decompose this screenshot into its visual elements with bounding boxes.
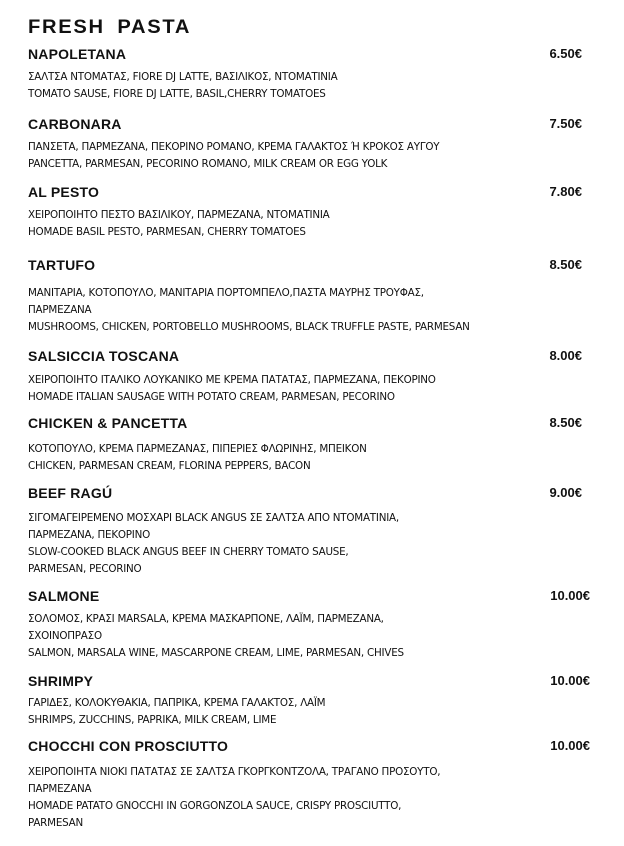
description-line: ΣΙΓΟΜΑΓΕΙΡΕΜΕΝΟ ΜΟΣΧΑΡΙ BLACK ANGUS ΣΕ ΣΑΛΤΣΑ ΑΠΟ ΝΤΟΜΑΤΙΝΙΑ, — [28, 511, 399, 524]
item-description — [28, 138, 517, 172]
description-line: SALMON, MARSALA WINE, MASCARPONE CREAM, LIME, PARMESAN, CHIVES — [28, 646, 404, 659]
item-name: SALMONE — [28, 588, 100, 604]
description-line: ΠΑΝΣΕΤΑ, ΠΑΡΜΕΖΑΝΑ, ΠΕΚΟΡΙΝΟ ΡΟΜΑΝΟ, ΚΡΕΜΑ ΓΑΛΑΚΤΟΣ Ή ΚΡΟΚΟΣ ΑΥΓΟΥ — [28, 140, 440, 153]
description-line: PARMESAN, PECORINO — [28, 562, 142, 575]
item-price: 10.00€ — [550, 588, 590, 603]
item-description — [28, 68, 517, 102]
item-price: 8.00€ — [549, 348, 582, 363]
item-name: CHOCCHI CON PROSCIUTTO — [28, 738, 229, 754]
description-line: PARMESAN — [28, 816, 83, 829]
item-description — [28, 284, 517, 335]
description-line: ΓΑΡΙΔΕΣ, ΚΟΛΟΚΥΘΑΚΙΑ, ΠΑΠΡΙΚΑ, ΚΡΕΜΑ ΓΑΛΑΚΤΟΣ, ΛΑΪΜ — [28, 696, 326, 709]
description-line: ΠΑΡΜΕΖΑΝΑ — [28, 782, 92, 795]
description-line: ΣΟΛΟΜΟΣ, ΚΡΑΣΙ MARSALA, ΚΡΕΜΑ ΜΑΣΚΑΡΠΟΝΕ, ΛΑΪΜ, ΠΑΡΜΕΖΑΝΑ, — [28, 612, 384, 625]
item-description — [28, 610, 517, 661]
item-description — [28, 763, 517, 831]
description-line: MUSHROOMS, CHICKEN, PORTOBELLO MUSHROOMS, BLACK TRUFFLE PASTE, PARMESAN — [28, 320, 470, 333]
item-description — [28, 371, 517, 405]
item-description — [28, 206, 517, 240]
item-price: 10.00€ — [550, 673, 590, 688]
item-price: 6.50€ — [549, 46, 582, 61]
description-line: HOMADE BASIL PESTO, PARMESAN, CHERRY TOMATOES — [28, 225, 306, 238]
item-price: 8.50€ — [549, 257, 582, 272]
description-line: PANCETTA, PARMESAN, PECORINO ROMANO, MILK CREAM OR EGG YOLK — [28, 157, 388, 170]
description-line: ΣΧΟΙΝΟΠΡΑΣΟ — [28, 629, 102, 642]
description-line: HOMADE ITALIAN SAUSAGE WITH POTATO CREAM, PARMESAN, PECORINO — [28, 390, 395, 403]
item-price: 7.50€ — [549, 116, 582, 131]
description-line: SLOW-COOKED BLACK ANGUS BEEF IN CHERRY TOMATO SAUSE, — [28, 545, 349, 558]
item-description — [28, 694, 517, 728]
description-line: CHICKEN, PARMESAN CREAM, FLORINA PEPPERS, BACON — [28, 459, 311, 472]
item-price: 10.00€ — [550, 738, 590, 753]
description-line: ΣΑΛΤΣΑ ΝΤΟΜΑΤΑΣ, FIORE DJ LATTE, ΒΑΣΙΛΙΚΟΣ, ΝΤΟΜΑΤΙΝΙΑ — [28, 70, 338, 83]
item-description — [28, 440, 517, 474]
description-line: ΧΕΙΡΟΠΟΙΗΤΟ ΙΤΑΛΙΚΟ ΛΟΥΚΑΝΙΚΟ ΜΕ ΚΡΕΜΑ ΠΑΤΑΤΑΣ, ΠΑΡΜΕΖΑΝΑ, ΠΕΚΟΡΙΝΟ — [28, 373, 436, 386]
item-price: 7.80€ — [549, 184, 582, 199]
description-line: TOMATO SAUSE, FIORE DJ LATTE, BASIL,CHERRY TOMATOES — [28, 87, 326, 100]
item-name: SALSICCIA TOSCANA — [28, 348, 180, 364]
description-line: ΚΟΤΟΠΟΥΛΟ, ΚΡΕΜΑ ΠΑΡΜΕΖΑΝΑΣ, ΠΙΠΕΡΙΕΣ ΦΛΩΡΙΝΗΣ, ΜΠΕΙΚΟΝ — [28, 442, 367, 455]
item-name: SHRIMPY — [28, 673, 94, 689]
item-name: AL PESTO — [28, 184, 100, 200]
item-name: CARBONARA — [28, 116, 122, 132]
description-line: SHRIMPS, ZUCCHINS, PAPRIKA, MILK CREAM, LIME — [28, 713, 277, 726]
item-name: TARTUFO — [28, 257, 96, 273]
description-line: ΠΑΡΜΕΖΑΝΑ, ΠΕΚΟΡΙΝΟ — [28, 528, 151, 541]
menu-title: FRESH PASTA — [28, 17, 192, 38]
item-price: 9.00€ — [549, 485, 582, 500]
item-name: CHICKEN & PANCETTA — [28, 415, 188, 431]
description-line: ΠΑΡΜΕΖΑΝΑ — [28, 303, 92, 316]
description-line: HOMADE PATATO GNOCCHI IN GORGONZOLA SAUCE, CRISPY PROSCIUTTO, — [28, 799, 402, 812]
item-name: BEEF RAGÚ — [28, 485, 113, 501]
description-line: ΧΕΙΡΟΠΟΙΗΤΑ ΝΙΟΚΙ ΠΑΤΑΤΑΣ ΣΕ ΣΑΛΤΣΑ ΓΚΟΡΓΚΟΝΤΖΟΛΑ, ΤΡΑΓΑΝΟ ΠΡΟΣΟΥΤΟ, — [28, 765, 441, 778]
description-line: ΜΑΝΙΤΑΡΙΑ, ΚΟΤΟΠΟΥΛΟ, ΜΑΝΙΤΑΡΙΑ ΠΟΡΤΟΜΠΕΛΟ,ΠΑΣΤΑ ΜΑΥΡΗΣ ΤΡΟΥΦΑΣ, — [28, 286, 424, 299]
item-description — [28, 509, 517, 577]
description-line: ΧΕΙΡΟΠΟΙΗΤΟ ΠΕΣΤΟ ΒΑΣΙΛΙΚΟΥ, ΠΑΡΜΕΖΑΝΑ, ΝΤΟΜΑΤΙΝΙΑ — [28, 208, 330, 221]
item-name: NAPOLETANA — [28, 46, 127, 62]
item-price: 8.50€ — [549, 415, 582, 430]
